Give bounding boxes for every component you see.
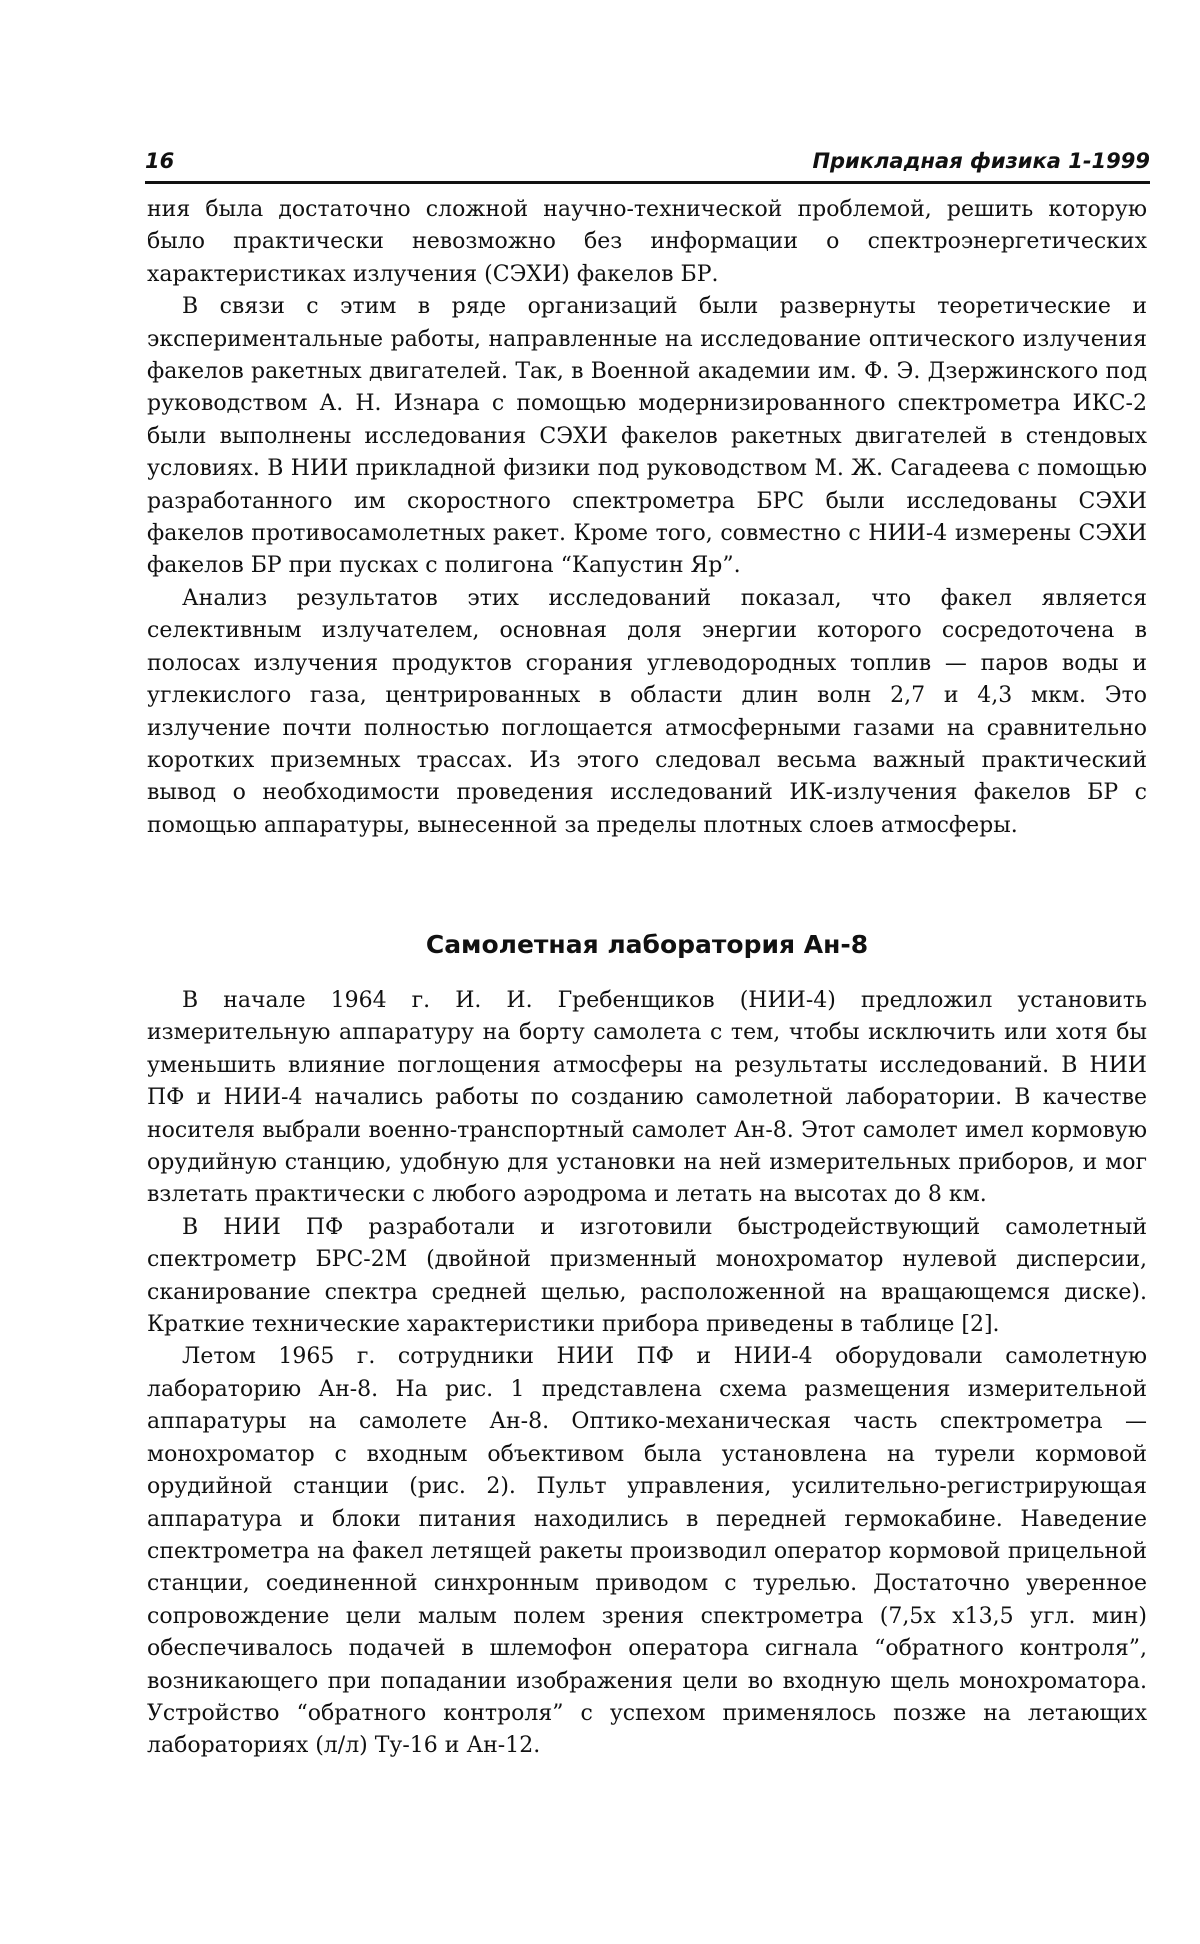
page-number: 16 [145,149,175,173]
header-rule [145,181,1150,184]
paragraph: Анализ результатов этих исследований показал, что факел является селективным излучателем, основная доля энергии которого сосредоточена в полосах излучения продуктов сгорания углеводородных топлив — паров воды и углекислого газа, центрированных в области длин волн 2,7 и 4,3 мкм. Это излучение почти полностью поглощается атмосферными газами на сравнительно коротких приземных трассах. Из этого следовал весьма важный практический вывод о необходимости проведения исследований ИК-излучения факелов БР с помощью аппаратуры, вынесенной за пределы плотных слоев атмосферы. [147,585,1147,838]
running-head [145,143,1150,179]
paragraph: ния была достаточно сложной научно-технической проблемой, решить которую было практически невозможно без информации о спектроэнергетических характеристиках излучения (СЭХИ) факелов БР. [147,197,1147,287]
section-heading: Самолетная лаборатория Ан-8 [425,930,869,959]
journal-issue: Прикладная физика 1-1999 [812,149,1150,173]
body-text-section [147,985,1147,1763]
body-text-intro [147,194,1147,842]
paragraph: Летом 1965 г. сотрудники НИИ ПФ и НИИ-4 оборудовали самолетную лабораторию Ан-8. На рис. 1 представлена схема размещения измерительной аппаратуры на самолете Ан-8. Оптико-механическая часть спектрометра — монохроматор с входным объективом была установлена на турели кормовой орудийной станции (рис. 2). Пульт управления, усилительно-регистрирующая аппаратура и блоки питания находились в передней гермокабине. Наведение спектрометра на факел летящей ракеты производил оператор кормовой прицельной станции, соединенной синхронным приводом с турелью. Достаточно уверенное сопровождение цели малым полем зрения спектрометра (7,5x x13,5 угл. мин) обеспечивалось подачей в шлемофон оператора сигнала “обратного контроля”, возникающего при попадании изображения цели во входную щель монохроматора. Устройство “обратного контроля” с успехом применялось позже на летающих лабораториях (л/л) Ту-16 и Ан-12. [147,1344,1147,1759]
paragraph: В связи с этим в ряде организаций были развернуты теоретические и экспериментальные работы, направленные на исследование оптического излучения факелов ракетных двигателей. Так, в Военной академии им. Ф. Э. Дзержинского под руководством А. Н. Изнара с помощью модернизированного спектрометра ИКС-2 были выполнены исследования СЭХИ факелов ракетных двигателей в стендовых условиях. В НИИ прикладной физики под руководством М. Ж. Сагадеева с помощью разработанного им скоростного спектрометра БРС были исследованы СЭХИ факелов противосамолетных ракет. Кроме того, совместно с НИИ-4 измерены СЭХИ факелов БР при пусках с полигона “Капустин Яр”. [147,294,1147,579]
paragraph: В НИИ ПФ разработали и изготовили быстродействующий самолетный спектрометр БРС-2М (двойной призменный монохроматор нулевой дисперсии, сканирование спектра средней щелью, расположенной на вращающемся диске). Краткие технические характеристики прибора приведены в таблице [2]. [147,1214,1147,1338]
paragraph: В начале 1964 г. И. И. Гребенщиков (НИИ-4) предложил установить измерительную аппаратуру на борту самолета с тем, чтобы исключить или хотя бы уменьшить влияние поглощения атмосферы на результаты исследований. В НИИ ПФ и НИИ-4 начались работы по созданию самолетной лаборатории. В качестве носителя выбрали военно-транспортный самолет Ан-8. Этот самолет имел кормовую орудийную станцию, удобную для установки на ней измерительных приборов, и мог взлетать практически с любого аэродрома и летать на высотах до 8 км. [147,988,1147,1208]
